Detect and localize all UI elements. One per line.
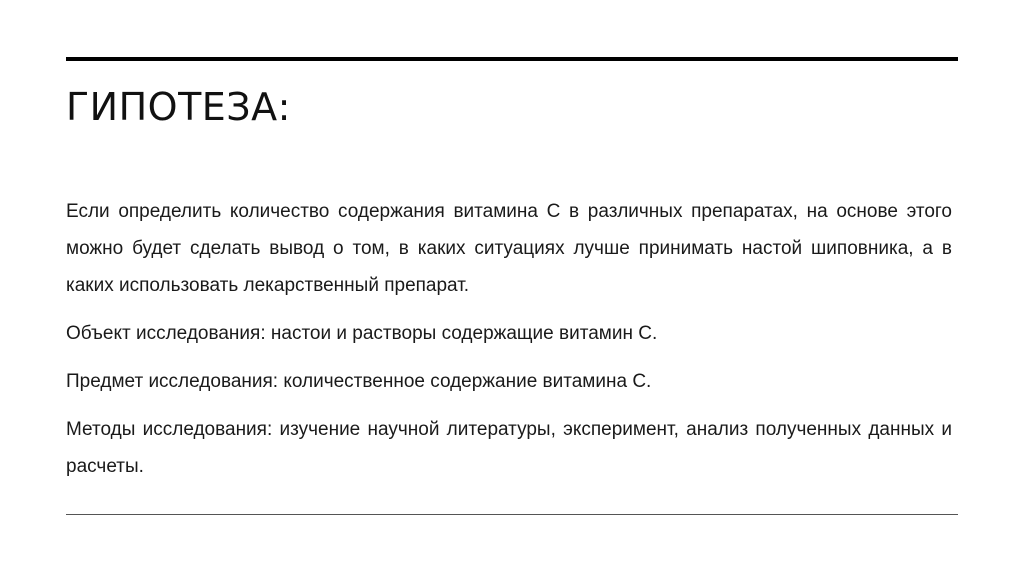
title-divider (66, 57, 958, 61)
hypothesis-paragraph: Если определить количество содержания витамина С в различных препаратах, на основе этого можно будет сделать вывод о том, в каких ситуациях лучше принимать настой шиповника, а в каких использовать лекарственный препарат. (66, 201, 952, 296)
research-object-paragraph: Объект исследования: настои и растворы содержащие витамин С. (66, 323, 658, 344)
research-methods-paragraph: Методы исследования: изучение научной литературы, эксперимент, анализ полученных данных и расчеты. (66, 419, 952, 477)
research-subject-paragraph: Предмет исследования: количественное содержание витамина С. (66, 371, 652, 392)
footer-divider (66, 514, 958, 515)
slide-body (66, 193, 952, 496)
slide-title: ГИПОТЕЗА: (66, 85, 291, 129)
